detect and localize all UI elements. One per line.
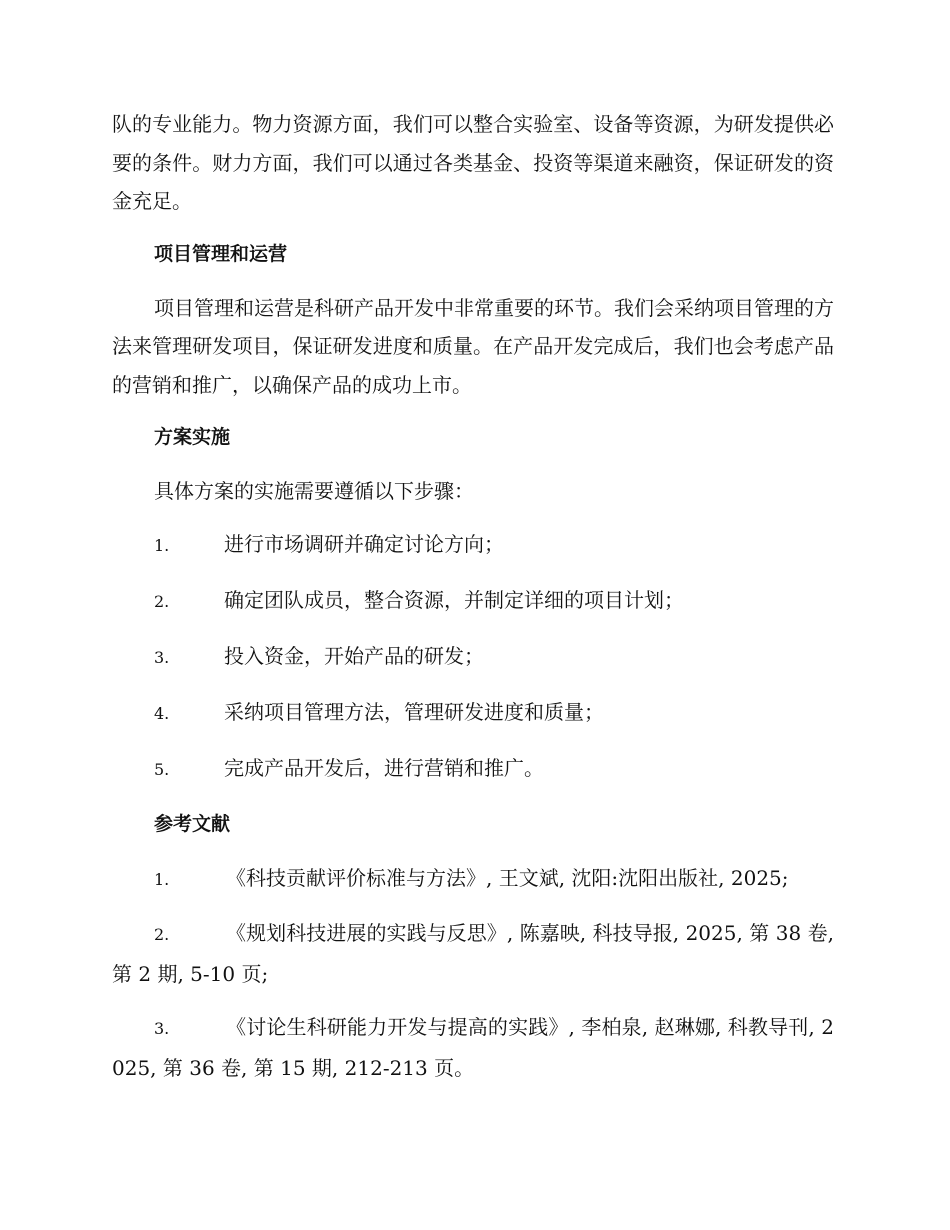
list-item-number: 3. (154, 647, 170, 667)
reference-number: 1. (154, 869, 170, 889)
list-item (112, 693, 834, 733)
reference-text: 《科技贡献评价标准与方法》, 王文斌, 沈阳:沈阳出版社, 2025; (226, 865, 789, 890)
reference-text: 《讨论生科研能力开发与提高的实践》, 李柏泉, 赵琳娜, 科教导刊, 2025, 第 36 卷, 第 15 期, 212-213 页。 (112, 1015, 834, 1080)
reference-item (112, 859, 834, 900)
list-item-text: 投入资金，开始产品的研发； (224, 643, 484, 668)
list-item-number: 1. (154, 535, 170, 555)
list-item (112, 581, 834, 621)
intro-paragraph: 队的专业能力。物力资源方面，我们可以整合实验室、设备等资源，为研发提供必要的条件。财力方面，我们可以通过各类基金、投资等渠道来融资，保证研发的资金充足。 (112, 112, 834, 213)
list-item (112, 749, 834, 789)
list-item (112, 637, 834, 677)
section-heading-plan-implementation: 方案实施 (154, 426, 231, 448)
section-heading-project-management: 项目管理和运营 (154, 242, 288, 265)
list-item-text: 确定团队成员，整合资源，并制定详细的项目计划； (224, 587, 684, 612)
list-item-number: 5. (154, 759, 170, 779)
reference-text: 《规划科技进展的实践与反思》, 陈嘉映, 科技导报, 2025, 第 38 卷, 第 2 期, 5-10 页; (112, 921, 834, 986)
list-item-text: 完成产品开发后，进行营销和推广。 (224, 755, 544, 780)
document-page (112, 105, 834, 1102)
references-list (112, 859, 834, 1088)
reference-number: 2. (154, 925, 170, 944)
project-management-paragraph: 项目管理和运营是科研产品开发中非常重要的环节。我们会采纳项目管理的方法来管理研发项目，保证研发进度和质量。在产品开发完成后，我们也会考虑产品的营销和推广，以确保产品的成功上市。 (112, 295, 834, 397)
reference-item (112, 1008, 834, 1087)
plan-intro-paragraph: 具体方案的实施需要遵循以下步骤： (154, 479, 474, 503)
list-item (112, 525, 834, 565)
list-item-text: 采纳项目管理方法，管理研发进度和质量； (224, 699, 604, 724)
reference-item (112, 914, 834, 993)
list-item-number: 4. (154, 703, 170, 723)
implementation-steps-list (112, 525, 834, 789)
list-item-text: 进行市场调研并确定讨论方向； (224, 531, 504, 556)
list-item-number: 2. (154, 591, 170, 611)
section-heading-references: 参考文献 (154, 812, 231, 835)
reference-number: 3. (154, 1019, 170, 1038)
